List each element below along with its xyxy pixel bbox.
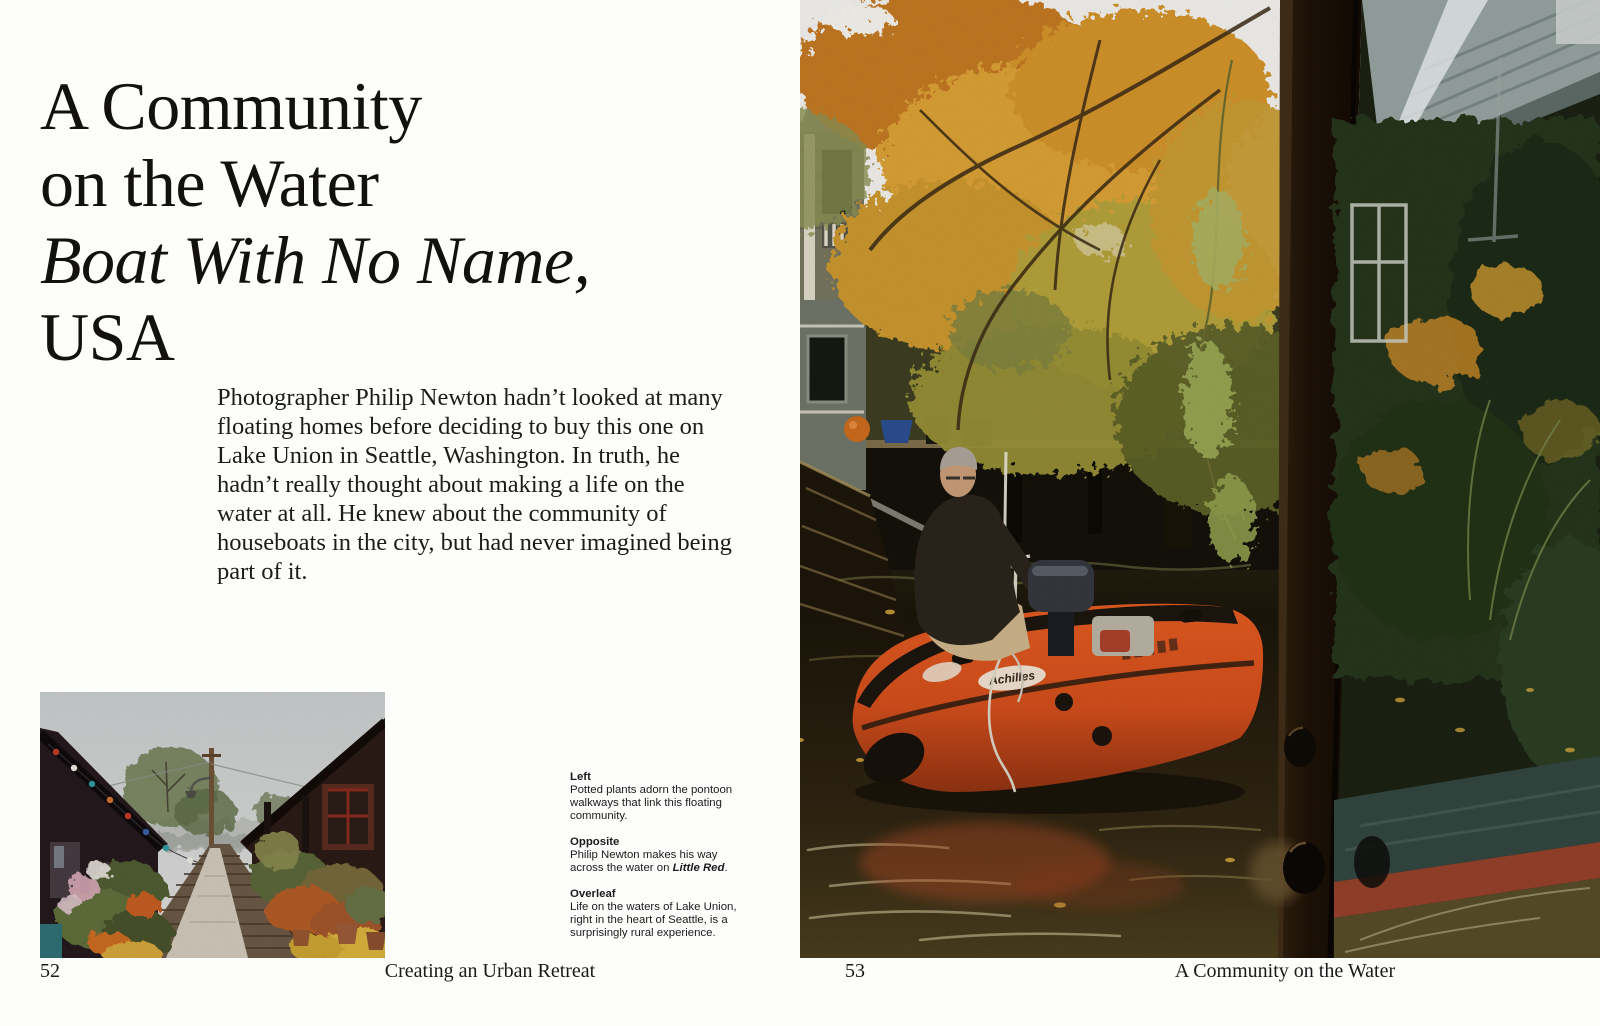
title-line-2: on the Water — [40, 144, 379, 221]
intro-paragraph: Photographer Philip Newton hadn’t looked at many floating homes before deciding to buy this one on Lake Union in Seattle, Washington. In truth, he hadn’t really thought about making a life on the water at all. He knew about the community of houseboats in the city, but had never imagined being part of it. — [217, 384, 732, 585]
caption-overleaf — [570, 888, 742, 940]
boat-name-italic: Little Red — [672, 862, 725, 874]
caption-text — [570, 849, 728, 874]
title-line-1: A Community — [40, 67, 422, 144]
photo-grain — [800, 0, 1600, 958]
caption-opposite — [570, 836, 742, 875]
running-footer-right: A Community on the Water — [1174, 960, 1396, 982]
caption-label: Overleaf — [570, 888, 616, 900]
photo-grain — [40, 692, 385, 958]
caption-text: Life on the waters of Lake Union, right in the heart of Seattle, is a surprisingly rural experience. — [570, 901, 737, 939]
boat-photo-art — [800, 0, 1600, 958]
page-number-right: 53 — [845, 960, 865, 982]
caption-label: Opposite — [570, 836, 620, 848]
walkway-photo — [40, 692, 385, 958]
caption-label: Left — [570, 771, 591, 783]
caption-left — [570, 771, 742, 823]
running-footer-left: Creating an Urban Retreat — [384, 960, 596, 982]
caption-text: Potted plants adorn the pontoon walkways that link this floating community. — [570, 784, 733, 822]
caption-block — [570, 771, 742, 953]
boat-photo — [800, 0, 1600, 958]
caption-text-run: Philip Newton makes his way across the water on — [570, 849, 718, 874]
caption-text-suffix: . — [724, 862, 728, 874]
chapter-title — [40, 68, 590, 376]
page-number-left: 52 — [40, 960, 60, 982]
walkway-photo-art — [40, 692, 385, 958]
boat-brand-text: Achilles — [988, 668, 1036, 688]
title-line-4-country: USA — [40, 298, 175, 375]
title-line-3-boat-name: Boat With No Name, — [40, 221, 591, 298]
